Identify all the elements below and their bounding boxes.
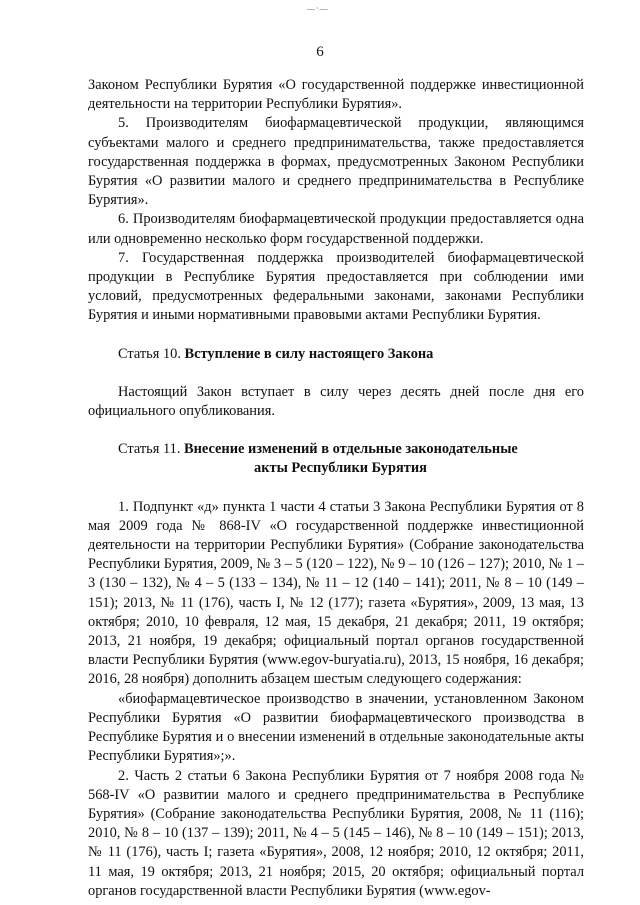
article-11-title-line1: Внесение изменений в отдельные законодательные	[184, 441, 518, 458]
paragraph-continuation: Законом Республики Бурятия «О государственной поддержке инвестиционной деятельности на территории Республики Бурятия».	[88, 77, 584, 113]
article-11-heading	[88, 440, 584, 478]
article-10-text: Настоящий Закон вступает в силу через десять дней после дня его официального опубликования.	[88, 383, 584, 420]
paragraph-item-7: 7. Государственная поддержка производителей биофармацевтической продукции в Республике Бурятия предоставляется при соблюдении ими условий, предусмотренных федеральными законами, законами Республики Бурятия и иными нормативными правовыми актами Республики Бурятия.	[88, 249, 584, 324]
paragraph-item-5: 5. Производителям биофармацевтической продукции, являющимся субъектами малого и среднего предпринимательства, также предоставляется государственная поддержка в формах, предусмотренных Законом Республики Бурятия «О развитии малого и среднего предпринимательства в Республике Бурятия».	[88, 115, 584, 209]
article-10-number: Статья 10.	[118, 345, 185, 362]
paragraph-item-6: 6. Производителям биофармацевтической продукции предоставляется одна или одновременно несколько форм государственной поддержки.	[88, 211, 584, 247]
article-11-number: Статья 11.	[118, 441, 185, 458]
article-11-title-line2: акты Республики Бурятия	[254, 460, 427, 477]
document-body	[88, 76, 584, 901]
article-11-quote: «биофармацевтическое производство в значении, установленном Законом Республики Бурятия «О развитии биофармацевтического производства в Республике Бурятия и о внесении изменений в отдельные законодательные акты Республики Бурятия»;».	[88, 690, 584, 765]
top-scan-mark: —·—	[307, 4, 329, 13]
page-number: 6	[316, 44, 324, 60]
article-11-item-2: 2. Часть 2 статьи 6 Закона Республики Бурятия от 7 ноября 2008 года № 568-IV «О развитии малого и среднего предпринимательства в Республике Бурятия» (Собрание законодательства Республики Бурятия, 2008, № 11 (116); 2010, № 8 – 10 (137 – 139); 2011, № 4 – 5 (145 – 146), № 8 – 10 (149 – 151); 2013, № 11 (176), часть I; газета «Бурятия», 2008, 12 ноября; 2010, 12 октября; 2011, 11 мая, 19 октября; 2013, 21 ноября; 2015, 20 октября; официальный портал органов государственной власти Республики Бурятия (www.egov-	[88, 767, 584, 899]
article-11-title	[184, 440, 518, 478]
article-11-item-1: 1. Подпункт «д» пункта 1 части 4 статьи 3 Закона Республики Бурятия от 8 мая 2009 года № 868-IV «О государственной поддержке инвестиционной деятельности на территории Республики Бурятия» (Собрание законодательства Республики Бурятия, 2009, № 3 – 5 (120 – 122), № 9 – 10 (126 – 127); 2010, № 1 – 3 (130 – 132), № 4 – 5 (133 – 134), № 11 – 12 (140 – 141); 2011, № 8 – 10 (149 – 151); 2013, № 11 (176), часть I, № 12 (177); газета «Бурятия», 2009, 13 мая, 13 октября; 2010, 10 февраля, 12 мая, 15 декабря, 21 декабря; 2011, 19 октября; 2013, 21 ноября, 19 декабря; официальный портал органов государственной власти Республики Бурятия (www.egov-buryatia.ru), 2013, 15 ноября, 16 декабря; 2016, 28 ноября) дополнить абзацем шестым следующего содержания:	[88, 498, 584, 688]
article-10-heading	[88, 345, 584, 364]
article-10-title: Вступление в силу настоящего Закона	[184, 345, 434, 362]
